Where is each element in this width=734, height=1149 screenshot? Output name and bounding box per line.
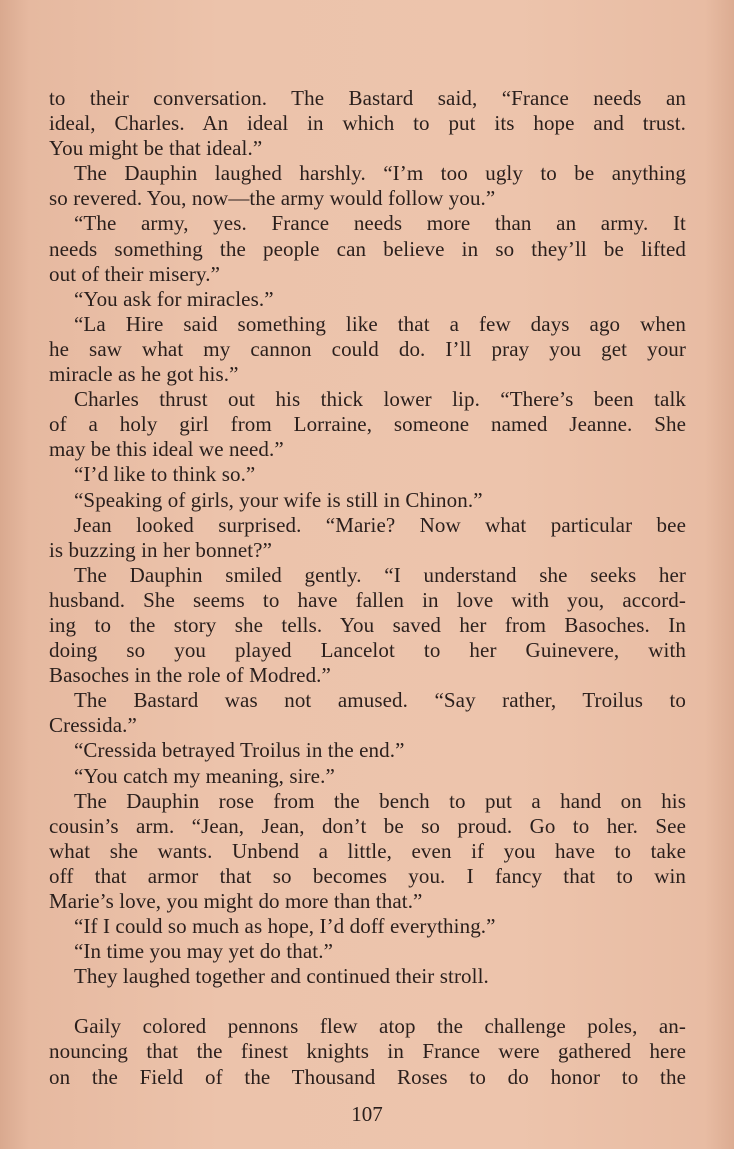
paragraph xyxy=(49,964,686,989)
text-line: The Bastard was not amused. “Say rather, Troilus to xyxy=(74,688,686,713)
text-line: Jean looked surprised. “Marie? Now what particular bee xyxy=(74,512,686,537)
paragraph xyxy=(49,789,686,914)
paragraph xyxy=(49,86,686,161)
text-line: ideal, Charles. An ideal in which to put its hope and trust. xyxy=(49,111,686,136)
text-line: “You catch my meaning, sire.” xyxy=(74,763,335,788)
text-line: “In time you may yet do that.” xyxy=(74,939,334,964)
text-line: out of their misery.” xyxy=(49,261,221,286)
text-line: he saw what my cannon could do. I’ll pray you get your xyxy=(49,336,686,361)
text-line: “La Hire said something like that a few days ago when xyxy=(74,311,686,336)
text-line: ing to the story she tells. You saved her from Basoches. In xyxy=(49,612,686,637)
text-line: nouncing that the finest knights in France were gathered here xyxy=(49,1039,686,1064)
paragraph xyxy=(49,287,686,312)
paragraph xyxy=(49,914,686,939)
section-break xyxy=(49,989,686,1014)
paragraph xyxy=(49,312,686,387)
text-line: “I’d like to think so.” xyxy=(74,462,256,487)
text-line: Charles thrust out his thick lower lip. “There’s been talk xyxy=(74,387,686,412)
text-line: may be this ideal we need.” xyxy=(49,437,284,462)
paragraph xyxy=(49,161,686,211)
paragraph xyxy=(49,688,686,738)
paragraph xyxy=(49,488,686,513)
paragraph xyxy=(49,939,686,964)
paragraph xyxy=(49,513,686,563)
text-line: They laughed together and continued their stroll. xyxy=(74,964,489,989)
text-line: The Dauphin laughed harshly. “I’m too ugly to be anything xyxy=(74,161,686,186)
text-line: Marie’s love, you might do more than that.” xyxy=(49,889,423,913)
text-line: Gaily colored pennons flew atop the challenge poles, an- xyxy=(74,1014,686,1039)
text-line: husband. She seems to have fallen in love with you, accord- xyxy=(49,587,686,612)
text-line: off that armor that so becomes you. I fancy that to win xyxy=(49,863,686,888)
paragraph xyxy=(49,1014,686,1089)
paragraph xyxy=(49,462,686,487)
text-line: “The army, yes. France needs more than an army. It xyxy=(74,211,686,236)
paragraph xyxy=(49,387,686,462)
text-line: miracle as he got his.” xyxy=(49,362,239,387)
page-body-text xyxy=(49,86,686,1090)
text-line: cousin’s arm. “Jean, Jean, don’t be so proud. Go to her. See xyxy=(49,813,686,838)
text-line: Cressida.” xyxy=(49,713,137,738)
text-line: The Dauphin rose from the bench to put a hand on his xyxy=(74,788,686,813)
paragraph xyxy=(49,738,686,763)
page-number: 107 xyxy=(351,1102,383,1126)
text-line: You might be that ideal.” xyxy=(49,136,263,161)
text-line: what she wants. Unbend a little, even if you have to take xyxy=(49,838,686,863)
text-line: is buzzing in her bonnet?” xyxy=(49,537,273,562)
paragraph xyxy=(49,563,686,688)
paragraph xyxy=(49,211,686,286)
text-line: The Dauphin smiled gently. “I understand she seeks her xyxy=(74,562,686,587)
text-line: “Cressida betrayed Troilus in the end.” xyxy=(74,738,405,763)
text-line: Basoches in the role of Modred.” xyxy=(49,663,331,688)
paragraph xyxy=(49,764,686,789)
text-line: on the Field of the Thousand Roses to do honor to the xyxy=(49,1064,686,1089)
text-line: of a holy girl from Lorraine, someone named Jeanne. She xyxy=(49,412,686,437)
text-line: “If I could so much as hope, I’d doff everything.” xyxy=(74,914,496,939)
text-line: doing so you played Lancelot to her Guinevere, with xyxy=(49,638,686,663)
text-line: “Speaking of girls, your wife is still in Chinon.” xyxy=(74,487,483,512)
text-line: so revered. You, now—the army would follow you.” xyxy=(49,186,496,211)
text-line: needs something the people can believe in so they’ll be lifted xyxy=(49,236,686,261)
text-line: “You ask for miracles.” xyxy=(74,286,274,311)
text-line: to their conversation. The Bastard said, “France needs an xyxy=(49,86,686,110)
